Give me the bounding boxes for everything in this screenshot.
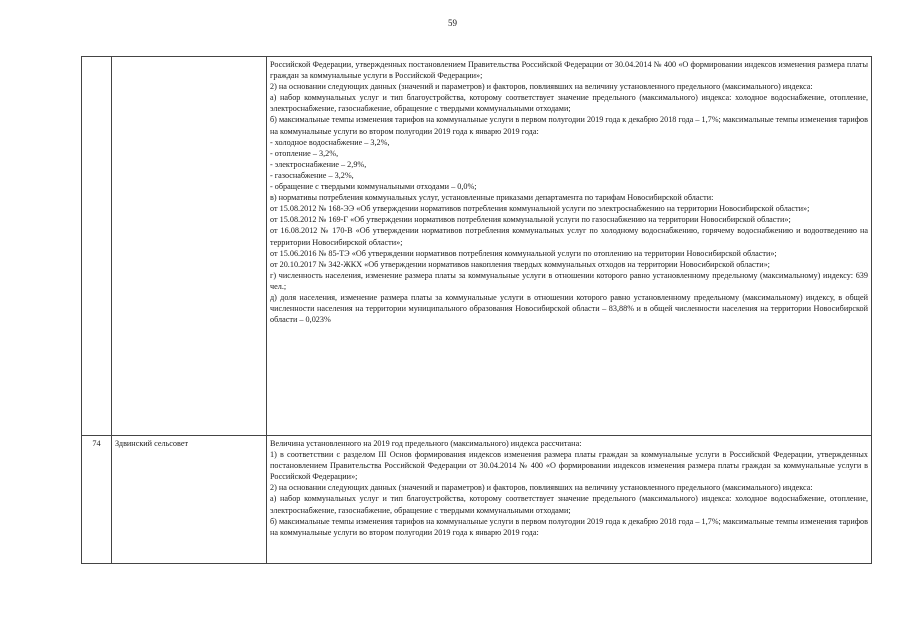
index-table (81, 56, 872, 564)
municipality-name-cell: Здвинский сельсовет (112, 436, 267, 564)
text-line: в) нормативы потребления коммунальных услуг, установленные приказами департамента по тарифам Новосибирской области: (270, 193, 714, 203)
municipality-name-cell (112, 57, 267, 436)
row-number-cell (82, 57, 112, 436)
text-line: Величина установленного на 2019 год предельного (максимального) индекса рассчитана: (270, 439, 582, 448)
calculation-text-cell (267, 436, 872, 564)
text-line: от 15.06.2016 № 85-ТЭ «Об утверждении нормативов потребления коммунальной услуги по отоплению на территории Новосибирской области»; (270, 248, 777, 258)
text-line: - холодное водоснабжение – 3,2%, (270, 137, 390, 147)
text-line: от 15.08.2012 № 168-ЭЭ «Об утверждении нормативов потребления коммунальной услуги по электроснабжению на территории Новосибирской области»; (270, 204, 810, 214)
text-line: б) максимальные темпы изменения тарифов на коммунальные услуги в первом полугодии 2019 года к декабрю 2018 года – 1,7%; максимальные темпы изменения тарифов на коммунальные услуги во втором полугодии 2019 года к январю 2019 года: (270, 516, 868, 537)
text-line: 2) на основании следующих данных (значений и параметров) и факторов, повлиявших на величину установленного предельного (максимального) индекса: (270, 82, 813, 92)
text-line: - отопление – 3,2%, (270, 148, 339, 158)
text-line: - газоснабжение – 3,2%, (270, 170, 354, 180)
row-number-cell: 74 (82, 436, 112, 564)
text-line: 2) на основании следующих данных (значений и параметров) и факторов, повлиявших на величину установленного предельного (максимального) индекса: (270, 483, 813, 493)
text-line: г) численность населения, изменение размера платы за коммунальные услуги в отношении которого равно установленному предельному (максимальному) индексу: 639 чел.; (270, 270, 868, 291)
page-number: 59 (448, 18, 457, 28)
text-line: д) доля населения, изменение размера платы за коммунальные услуги в отношении которого равно установленному предельному (максимальному) индексу, в общей численности населения на территории муниципального образования Новосибирской области – 83,88% и в общей численности населения на территории Новосибирской области – 0,023% (270, 292, 868, 325)
text-line: - электроснабжение – 2,9%, (270, 159, 367, 169)
table-row (82, 57, 872, 436)
text-line: - обращение с твердыми коммунальными отходами – 0,0%; (270, 182, 477, 192)
text-line: Российской Федерации, утвержденных постановлением Правительства Российской Федерации от 30.04.2014 № 400 «О формировании индексов изменения размера платы граждан за коммунальные услуги в Российской Федерации»; (270, 60, 868, 81)
text-line: а) набор коммунальных услуг и тип благоустройства, которому соответствует значение предельного (максимального) индекса: холодное водоснабжение, отопление, электроснабжение, газоснабжение, обращение с твердыми коммунальными отходами; (270, 494, 868, 515)
text-line: а) набор коммунальных услуг и тип благоустройства, которому соответствует значение предельного (максимального) индекса: холодное водоснабжение, отопление, электроснабжение, газоснабжение, обращение с твердыми коммунальными отходами; (270, 93, 868, 114)
table-row (82, 436, 872, 564)
text-line: 1) в соответствии с разделом III Основ формирования индексов изменения размера платы граждан за коммунальные услуги в Российской Федерации, утвержденных постановлением Правительства Российской Федерации от 30.04.2014 № 400 «О формировании индексов изменения размера платы граждан за коммунальные услуги в Российской Федерации»; (270, 450, 868, 482)
calculation-text-cell (267, 57, 872, 436)
text-line: от 16.08.2012 № 170-В «Об утверждении нормативов потребления коммунальных услуг по холодному водоснабжению, горячему водоснабжению и водоотведению на территории Новосибирской области»; (270, 226, 868, 247)
text-line: б) максимальные темпы изменения тарифов на коммунальные услуги в первом полугодии 2019 года к декабрю 2018 года – 1,7%; максимальные темпы изменения тарифов на коммунальные услуги во втором полугодии 2019 года к январю 2019 года: (270, 115, 868, 136)
text-line: от 15.08.2012 № 169-Г «Об утверждении нормативов потребления коммунальной услуги по газоснабжению на территории Новосибирской области»; (270, 215, 791, 225)
text-line: от 20.10.2017 № 342-ЖКХ «Об утверждении нормативов накопления твердых коммунальных отходов на территории Новосибирской области»; (270, 259, 770, 269)
